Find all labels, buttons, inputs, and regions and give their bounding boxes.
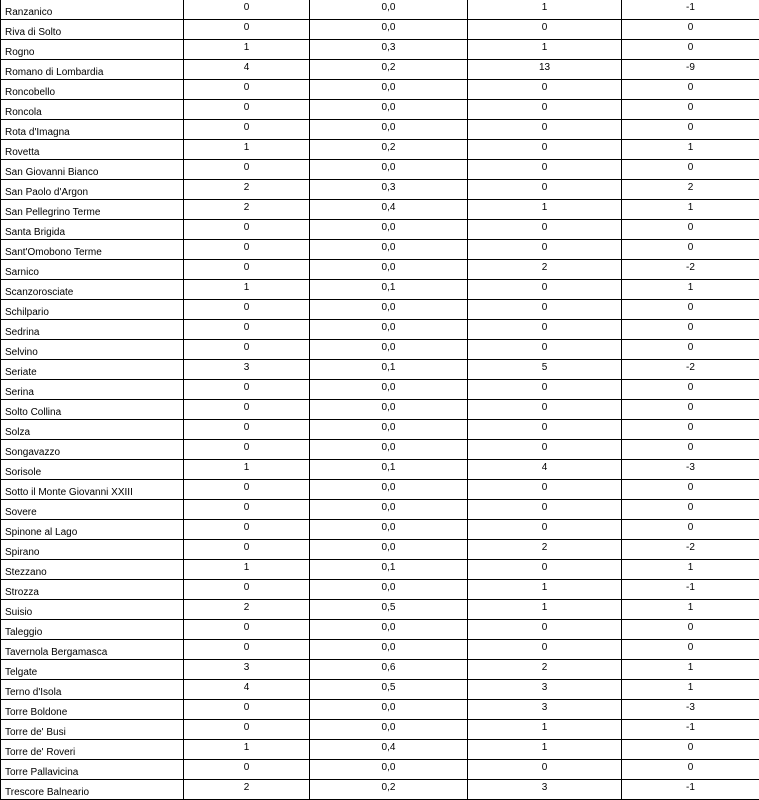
value-cell: 0 (184, 100, 310, 120)
count-cell: 0 (468, 80, 622, 100)
rate-cell: 0,0 (310, 540, 468, 560)
rate-cell: 0,1 (310, 560, 468, 580)
count-cell: 0 (468, 320, 622, 340)
municipality-name-cell: Torre Pallavicina (1, 760, 184, 780)
municipality-name-cell: Sant'Omobono Terme (1, 240, 184, 260)
table-row (1, 260, 759, 280)
table-row (1, 520, 759, 540)
table-row (1, 140, 759, 160)
count-cell: 0 (468, 640, 622, 660)
value-cell: 0 (184, 260, 310, 280)
value-cell: 0 (184, 580, 310, 600)
difference-cell: 0 (622, 640, 759, 660)
difference-cell: 2 (622, 180, 759, 200)
table-row (1, 600, 759, 620)
municipality-name-cell: Sorisole (1, 460, 184, 480)
rate-cell: 0,0 (310, 240, 468, 260)
value-cell: 3 (184, 660, 310, 680)
count-cell: 1 (468, 40, 622, 60)
difference-cell: 0 (622, 40, 759, 60)
count-cell: 3 (468, 780, 622, 800)
table-row (1, 420, 759, 440)
municipality-name-cell: Solza (1, 420, 184, 440)
count-cell: 0 (468, 340, 622, 360)
rate-cell: 0,0 (310, 100, 468, 120)
value-cell: 0 (184, 120, 310, 140)
municipality-name-cell: Roncola (1, 100, 184, 120)
count-cell: 0 (468, 120, 622, 140)
difference-cell: 1 (622, 280, 759, 300)
difference-cell: 1 (622, 680, 759, 700)
municipality-name-cell: Spirano (1, 540, 184, 560)
difference-cell: -1 (622, 0, 759, 20)
count-cell: 0 (468, 280, 622, 300)
value-cell: 1 (184, 140, 310, 160)
table-body (1, 0, 759, 800)
municipality-name-cell: San Pellegrino Terme (1, 200, 184, 220)
municipality-name-cell: Sarnico (1, 260, 184, 280)
value-cell: 2 (184, 780, 310, 800)
municipality-name-cell: Sotto il Monte Giovanni XXIII (1, 480, 184, 500)
table-row (1, 220, 759, 240)
table-row (1, 760, 759, 780)
difference-cell: 0 (622, 500, 759, 520)
value-cell: 0 (184, 480, 310, 500)
count-cell: 0 (468, 440, 622, 460)
value-cell: 2 (184, 180, 310, 200)
difference-cell: 1 (622, 140, 759, 160)
count-cell: 0 (468, 140, 622, 160)
difference-cell: 0 (622, 420, 759, 440)
rate-cell: 0,0 (310, 300, 468, 320)
value-cell: 0 (184, 620, 310, 640)
table-row (1, 280, 759, 300)
municipality-name-cell: Spinone al Lago (1, 520, 184, 540)
count-cell: 0 (468, 500, 622, 520)
rate-cell: 0,0 (310, 720, 468, 740)
difference-cell: 0 (622, 160, 759, 180)
value-cell: 0 (184, 0, 310, 20)
rate-cell: 0,0 (310, 620, 468, 640)
value-cell: 0 (184, 220, 310, 240)
table-row (1, 120, 759, 140)
municipality-name-cell: Romano di Lombardia (1, 60, 184, 80)
municipality-name-cell: Santa Brigida (1, 220, 184, 240)
rate-cell: 0,6 (310, 660, 468, 680)
table-row (1, 500, 759, 520)
rate-cell: 0,4 (310, 200, 468, 220)
table-row (1, 40, 759, 60)
municipality-name-cell: Roncobello (1, 80, 184, 100)
municipality-name-cell: Songavazzo (1, 440, 184, 460)
rate-cell: 0,0 (310, 420, 468, 440)
municipality-name-cell: Torre Boldone (1, 700, 184, 720)
municipality-name-cell: Selvino (1, 340, 184, 360)
table-row (1, 160, 759, 180)
difference-cell: 0 (622, 380, 759, 400)
value-cell: 0 (184, 700, 310, 720)
count-cell: 2 (468, 660, 622, 680)
difference-cell: 0 (622, 80, 759, 100)
value-cell: 1 (184, 40, 310, 60)
value-cell: 0 (184, 160, 310, 180)
difference-cell: 0 (622, 480, 759, 500)
table-row (1, 80, 759, 100)
difference-cell: 0 (622, 120, 759, 140)
rate-cell: 0,0 (310, 160, 468, 180)
municipality-name-cell: Taleggio (1, 620, 184, 640)
count-cell: 1 (468, 600, 622, 620)
municipality-name-cell: Telgate (1, 660, 184, 680)
table-row (1, 440, 759, 460)
value-cell: 0 (184, 80, 310, 100)
value-cell: 0 (184, 420, 310, 440)
rate-cell: 0,0 (310, 220, 468, 240)
difference-cell: 0 (622, 760, 759, 780)
count-cell: 0 (468, 400, 622, 420)
municipality-name-cell: Stezzano (1, 560, 184, 580)
value-cell: 0 (184, 500, 310, 520)
table-row (1, 20, 759, 40)
municipality-name-cell: Solto Collina (1, 400, 184, 420)
rate-cell: 0,3 (310, 180, 468, 200)
rate-cell: 0,0 (310, 700, 468, 720)
value-cell: 4 (184, 60, 310, 80)
value-cell: 3 (184, 360, 310, 380)
count-cell: 0 (468, 520, 622, 540)
municipality-name-cell: Sedrina (1, 320, 184, 340)
value-cell: 1 (184, 460, 310, 480)
count-cell: 0 (468, 300, 622, 320)
difference-cell: 0 (622, 620, 759, 640)
municipality-name-cell: Trescore Balneario (1, 780, 184, 800)
table-row (1, 380, 759, 400)
count-cell: 2 (468, 260, 622, 280)
rate-cell: 0,0 (310, 20, 468, 40)
municipality-name-cell: San Paolo d'Argon (1, 180, 184, 200)
count-cell: 1 (468, 580, 622, 600)
rate-cell: 0,0 (310, 480, 468, 500)
difference-cell: 0 (622, 520, 759, 540)
table-row (1, 720, 759, 740)
value-cell: 0 (184, 400, 310, 420)
count-cell: 13 (468, 60, 622, 80)
value-cell: 0 (184, 720, 310, 740)
rate-cell: 0,0 (310, 580, 468, 600)
municipality-name-cell: Tavernola Bergamasca (1, 640, 184, 660)
table-row (1, 700, 759, 720)
rate-cell: 0,0 (310, 500, 468, 520)
count-cell: 1 (468, 740, 622, 760)
municipality-name-cell: Riva di Solto (1, 20, 184, 40)
table-row (1, 660, 759, 680)
count-cell: 1 (468, 200, 622, 220)
table-row (1, 460, 759, 480)
table-row (1, 100, 759, 120)
rate-cell: 0,0 (310, 640, 468, 660)
table-row (1, 640, 759, 660)
value-cell: 0 (184, 240, 310, 260)
rate-cell: 0,2 (310, 60, 468, 80)
rate-cell: 0,0 (310, 400, 468, 420)
difference-cell: 0 (622, 220, 759, 240)
difference-cell: -2 (622, 360, 759, 380)
difference-cell: 1 (622, 660, 759, 680)
municipality-name-cell: Scanzorosciate (1, 280, 184, 300)
rate-cell: 0,1 (310, 360, 468, 380)
difference-cell: 0 (622, 240, 759, 260)
difference-cell: 1 (622, 560, 759, 580)
count-cell: 0 (468, 240, 622, 260)
value-cell: 2 (184, 600, 310, 620)
table-row (1, 580, 759, 600)
count-cell: 0 (468, 420, 622, 440)
rate-cell: 0,2 (310, 780, 468, 800)
rate-cell: 0,0 (310, 320, 468, 340)
count-cell: 0 (468, 220, 622, 240)
difference-cell: -1 (622, 780, 759, 800)
count-cell: 0 (468, 20, 622, 40)
table-row (1, 300, 759, 320)
difference-cell: 1 (622, 200, 759, 220)
table-row (1, 60, 759, 80)
municipality-name-cell: Rovetta (1, 140, 184, 160)
value-cell: 0 (184, 340, 310, 360)
table-row (1, 540, 759, 560)
difference-cell: 0 (622, 400, 759, 420)
municipality-name-cell: Sovere (1, 500, 184, 520)
table-row (1, 680, 759, 700)
municipality-name-cell: Strozza (1, 580, 184, 600)
count-cell: 5 (468, 360, 622, 380)
count-cell: 0 (468, 380, 622, 400)
count-cell: 2 (468, 540, 622, 560)
rate-cell: 0,0 (310, 80, 468, 100)
value-cell: 0 (184, 540, 310, 560)
difference-cell: -1 (622, 580, 759, 600)
municipality-name-cell: Ranzanico (1, 0, 184, 20)
difference-cell: 0 (622, 320, 759, 340)
table-row (1, 0, 759, 20)
rate-cell: 0,0 (310, 760, 468, 780)
rate-cell: 0,0 (310, 0, 468, 20)
count-cell: 0 (468, 480, 622, 500)
difference-cell: -9 (622, 60, 759, 80)
table-row (1, 400, 759, 420)
count-cell: 0 (468, 160, 622, 180)
difference-cell: -2 (622, 260, 759, 280)
value-cell: 2 (184, 200, 310, 220)
difference-cell: -1 (622, 720, 759, 740)
table-row (1, 340, 759, 360)
rate-cell: 0,5 (310, 600, 468, 620)
municipality-name-cell: Torre de' Busi (1, 720, 184, 740)
table-row (1, 200, 759, 220)
difference-cell: -3 (622, 460, 759, 480)
table-row (1, 180, 759, 200)
municipality-name-cell: Rogno (1, 40, 184, 60)
value-cell: 1 (184, 740, 310, 760)
rate-cell: 0,0 (310, 440, 468, 460)
difference-cell: -2 (622, 540, 759, 560)
rate-cell: 0,1 (310, 460, 468, 480)
municipality-name-cell: Torre de' Roveri (1, 740, 184, 760)
municipality-name-cell: Suisio (1, 600, 184, 620)
rate-cell: 0,1 (310, 280, 468, 300)
difference-cell: 0 (622, 340, 759, 360)
rate-cell: 0,0 (310, 120, 468, 140)
rate-cell: 0,3 (310, 40, 468, 60)
count-cell: 0 (468, 620, 622, 640)
value-cell: 0 (184, 640, 310, 660)
count-cell: 0 (468, 760, 622, 780)
difference-cell: 0 (622, 100, 759, 120)
count-cell: 1 (468, 0, 622, 20)
municipality-name-cell: Schilpario (1, 300, 184, 320)
value-cell: 0 (184, 300, 310, 320)
difference-cell: 1 (622, 600, 759, 620)
count-cell: 3 (468, 680, 622, 700)
value-cell: 1 (184, 560, 310, 580)
table-row (1, 480, 759, 500)
difference-cell: 0 (622, 20, 759, 40)
table-row (1, 240, 759, 260)
value-cell: 0 (184, 520, 310, 540)
difference-cell: 0 (622, 740, 759, 760)
table-row (1, 780, 759, 800)
difference-cell: -3 (622, 700, 759, 720)
value-cell: 0 (184, 320, 310, 340)
table-row (1, 620, 759, 640)
difference-cell: 0 (622, 440, 759, 460)
value-cell: 1 (184, 280, 310, 300)
count-cell: 0 (468, 180, 622, 200)
count-cell: 4 (468, 460, 622, 480)
difference-cell: 0 (622, 300, 759, 320)
rate-cell: 0,0 (310, 260, 468, 280)
rate-cell: 0,0 (310, 340, 468, 360)
rate-cell: 0,2 (310, 140, 468, 160)
value-cell: 0 (184, 20, 310, 40)
municipality-name-cell: Rota d'Imagna (1, 120, 184, 140)
table-row (1, 560, 759, 580)
count-cell: 1 (468, 720, 622, 740)
count-cell: 0 (468, 100, 622, 120)
municipality-name-cell: Serina (1, 380, 184, 400)
municipality-name-cell: Terno d'Isola (1, 680, 184, 700)
rate-cell: 0,0 (310, 380, 468, 400)
municipality-name-cell: Seriate (1, 360, 184, 380)
value-cell: 0 (184, 380, 310, 400)
count-cell: 3 (468, 700, 622, 720)
count-cell: 0 (468, 560, 622, 580)
rate-cell: 0,0 (310, 520, 468, 540)
value-cell: 4 (184, 680, 310, 700)
table-row (1, 320, 759, 340)
table-row (1, 360, 759, 380)
table-row (1, 740, 759, 760)
rate-cell: 0,4 (310, 740, 468, 760)
value-cell: 0 (184, 760, 310, 780)
municipality-name-cell: San Giovanni Bianco (1, 160, 184, 180)
rate-cell: 0,5 (310, 680, 468, 700)
value-cell: 0 (184, 440, 310, 460)
